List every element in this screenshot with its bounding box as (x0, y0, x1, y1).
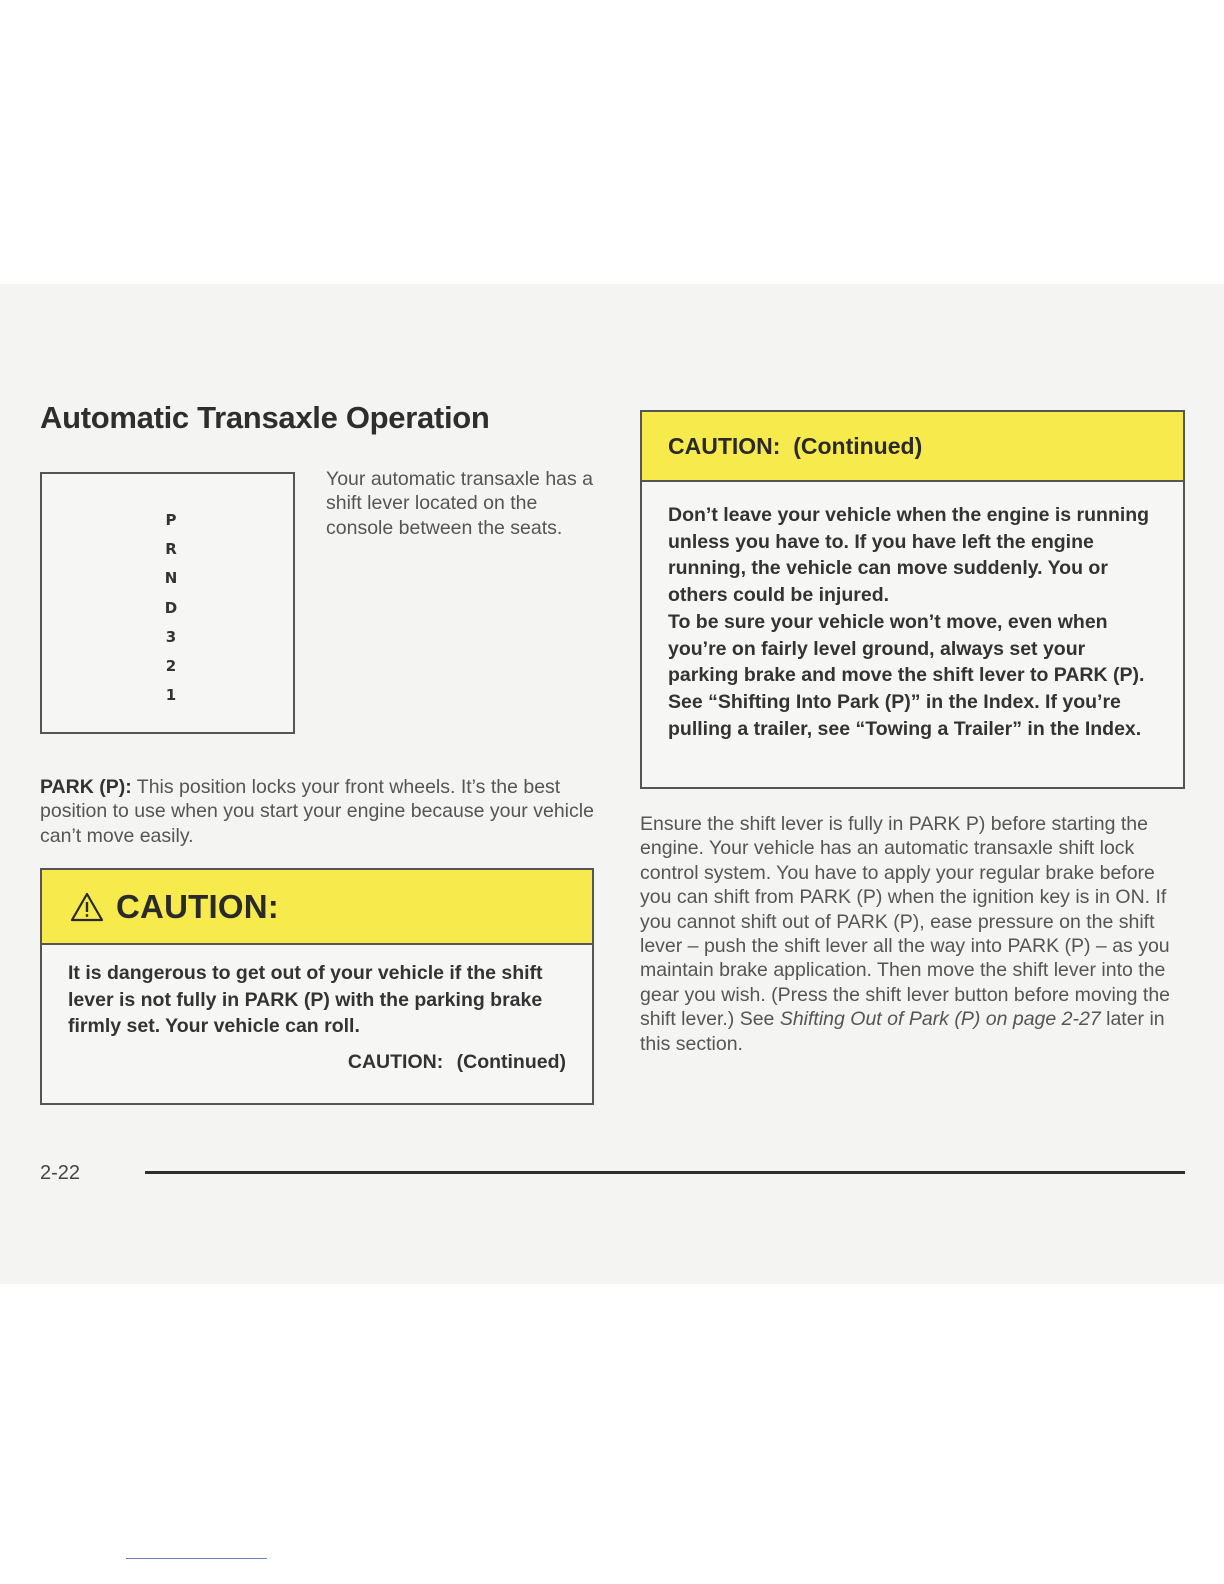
gear-position-list (162, 506, 180, 710)
caution-body (642, 482, 1183, 742)
caution-heading: CAUTION: (116, 887, 279, 925)
shift-lock-tail: later in this section. (640, 1008, 1165, 1055)
shift-lock-text: Ensure the shift lever is fully in PARK P) before starting the engine. Your vehicle has an automatic transaxle shift lock control system. You have to apply your regular brake before you can shift from PARK (P) when the ignition key is in ON. If you cannot shift out of PARK (P), ease pressure on the shift lever – push the shift lever all the way into PARK (P) – as you maintain brake application. Then move the shift lever into the gear you wish. (Press the shift lever button before moving the shift lever.) See (640, 813, 1171, 1031)
park-paragraph (40, 775, 600, 848)
warning-triangle-icon (70, 892, 104, 922)
caution-box (40, 868, 594, 1105)
shift-lock-paragraph (640, 812, 1188, 1056)
gear-position: 2 (165, 656, 177, 675)
shift-lever-diagram (40, 472, 295, 734)
gear-position: 1 (165, 686, 177, 705)
gear-position: 3 (165, 627, 177, 646)
footer-rule (145, 1171, 1185, 1174)
caution-body-paragraph-1: Don’t leave your vehicle when the engine is running unless you have to. If you have left the engine running, the vehicle can move suddenly. You or others could be injured. (668, 504, 1150, 607)
gear-position: D (164, 598, 178, 617)
page-number: 2-22 (40, 1162, 81, 1184)
cross-reference-link[interactable]: Shifting Out of Park (P) on page 2-27 (779, 1008, 1101, 1031)
park-lead: PARK (P): (40, 776, 132, 798)
caution-body-paragraph-2: To be sure your vehicle won’t move, even when you’re on fairly level ground, always set your parking brake and move the shift lever to PARK (P). See “Shifting Into Park (P)” in the Index. If you’re pulling a trailer, see “Towing a Trailer” in the Index. (668, 610, 1145, 740)
intro-paragraph: Your automatic transaxle has a shift lever located on the console between the seats. (326, 468, 594, 539)
gear-position: P (165, 511, 177, 529)
page-title: Automatic Transaxle Operation (40, 400, 490, 435)
caution-body: It is dangerous to get out of your vehicle if the shift lever is not fully in PARK (P) with the parking brake firmly set. Your vehicle can roll. (68, 962, 543, 1038)
gear-position: N (164, 569, 178, 588)
gear-position: R (165, 540, 177, 559)
caution-continued-label: CAUTION: (Continued) (347, 1051, 566, 1074)
park-text: This position locks your front wheels. It’s the best position to use when you start your engine because your vehicle can’t move easily. (40, 776, 594, 847)
caution-header (42, 870, 592, 945)
caution-header (642, 412, 1183, 482)
caution-continued-heading: CAUTION: (Continued) (668, 432, 923, 459)
bottom-underline (126, 1558, 267, 1559)
caution-continued-box (640, 410, 1185, 789)
